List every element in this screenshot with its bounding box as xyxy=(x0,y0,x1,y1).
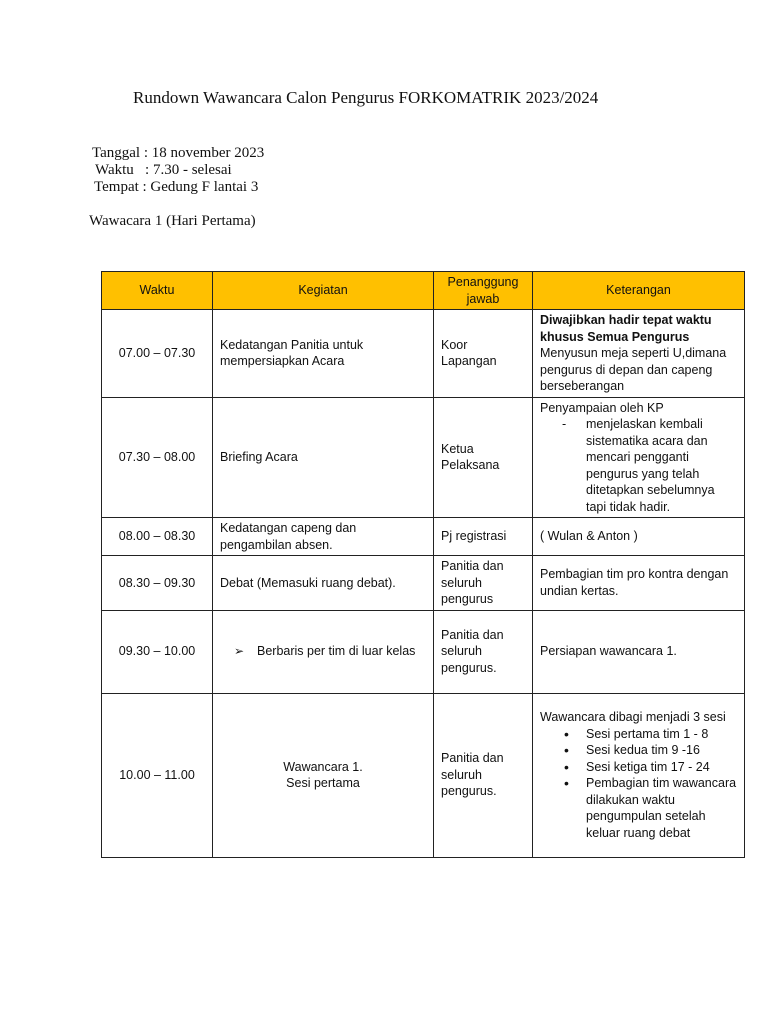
cell-keterangan: Pembagian tim pro kontra dengan undian kertas. xyxy=(533,556,745,611)
header-keterangan: Keterangan xyxy=(533,272,745,310)
keterangan-emphasis: Diwajibkan hadir tepat waktu khusus Semua Pengurus xyxy=(540,313,712,344)
session-title: Wawacara 1 (Hari Pertama) xyxy=(89,213,256,229)
cell-pj: Koor Lapangan xyxy=(434,310,533,398)
cell-kegiatan: Debat (Memasuki ruang debat). xyxy=(213,556,434,611)
table-row xyxy=(102,610,745,693)
list-item: • Sesi pertama tim 1 - 8 xyxy=(540,726,737,743)
keterangan-text: Wawancara dibagi menjadi 3 sesi xyxy=(540,710,726,724)
kegiatan-line: Sesi pertama xyxy=(286,776,360,790)
keterangan-text: Menyusun meja seperti U,dimana pengurus di depan dan capeng berseberangan xyxy=(540,346,727,393)
table-row xyxy=(102,397,745,518)
kegiatan-list xyxy=(220,643,426,660)
kegiatan-line: Wawancara 1. xyxy=(283,759,363,774)
cell-keterangan: Persiapan wawancara 1. xyxy=(533,610,745,693)
cell-waktu: 08.00 – 08.30 xyxy=(102,518,213,556)
cell-pj: Pj registrasi xyxy=(434,518,533,556)
cell-pj: Panitia dan seluruh pengurus. xyxy=(434,610,533,693)
cell-waktu: 07.00 – 07.30 xyxy=(102,310,213,398)
header-kegiatan: Kegiatan xyxy=(213,272,434,310)
table-row xyxy=(102,518,745,556)
table-row xyxy=(102,556,745,611)
cell-keterangan xyxy=(533,397,745,518)
cell-keterangan xyxy=(533,310,745,398)
list-item: • Sesi kedua tim 9 -16 xyxy=(540,742,737,759)
keterangan-list xyxy=(540,726,737,842)
time-line: Waktu : 7.30 - selesai xyxy=(95,162,232,178)
document-title: Rundown Wawancara Calon Pengurus FORKOMATRIK 2023/2024 xyxy=(133,88,599,107)
header-waktu: Waktu xyxy=(102,272,213,310)
list-item: • Pembagian tim wawancara dilakukan waktu pengumpulan setelah keluar ruang debat xyxy=(540,775,737,841)
cell-keterangan: ( Wulan & Anton ) xyxy=(533,518,745,556)
place-line: Tempat : Gedung F lantai 3 xyxy=(94,179,259,195)
cell-waktu: 09.30 – 10.00 xyxy=(102,610,213,693)
list-item: - menjelaskan kembali sistematika acara dan mencari pengganti pengurus yang telah ditetapkan sebelumnya tapi tidak hadir. xyxy=(540,416,737,515)
cell-pj: Panitia dan seluruh pengurus xyxy=(434,556,533,611)
cell-waktu: 08.30 – 09.30 xyxy=(102,556,213,611)
cell-kegiatan: Kedatangan capeng dan pengambilan absen. xyxy=(213,518,434,556)
date-line: Tanggal : 18 november 2023 xyxy=(92,145,265,161)
table-row xyxy=(102,310,745,398)
table-row xyxy=(102,693,745,857)
cell-keterangan xyxy=(533,693,745,857)
cell-kegiatan: Kedatangan Panitia untuk mempersiapkan Acara xyxy=(213,310,434,398)
list-item: ➢ Berbaris per tim di luar kelas xyxy=(220,643,426,660)
keterangan-text: Penyampaian oleh KP xyxy=(540,400,664,415)
header-penanggung-jawab: Penanggung jawab xyxy=(434,272,533,310)
cell-kegiatan xyxy=(213,610,434,693)
cell-kegiatan xyxy=(213,693,434,857)
cell-pj: Ketua Pelaksana xyxy=(434,397,533,518)
keterangan-list xyxy=(540,416,737,515)
cell-waktu: 07.30 – 08.00 xyxy=(102,397,213,518)
rundown-table xyxy=(101,271,745,858)
cell-waktu: 10.00 – 11.00 xyxy=(102,693,213,857)
table-header-row xyxy=(102,272,745,310)
list-item: • Sesi ketiga tim 17 - 24 xyxy=(540,759,737,776)
cell-kegiatan: Briefing Acara xyxy=(213,397,434,518)
cell-pj: Panitia dan seluruh pengurus. xyxy=(434,693,533,857)
